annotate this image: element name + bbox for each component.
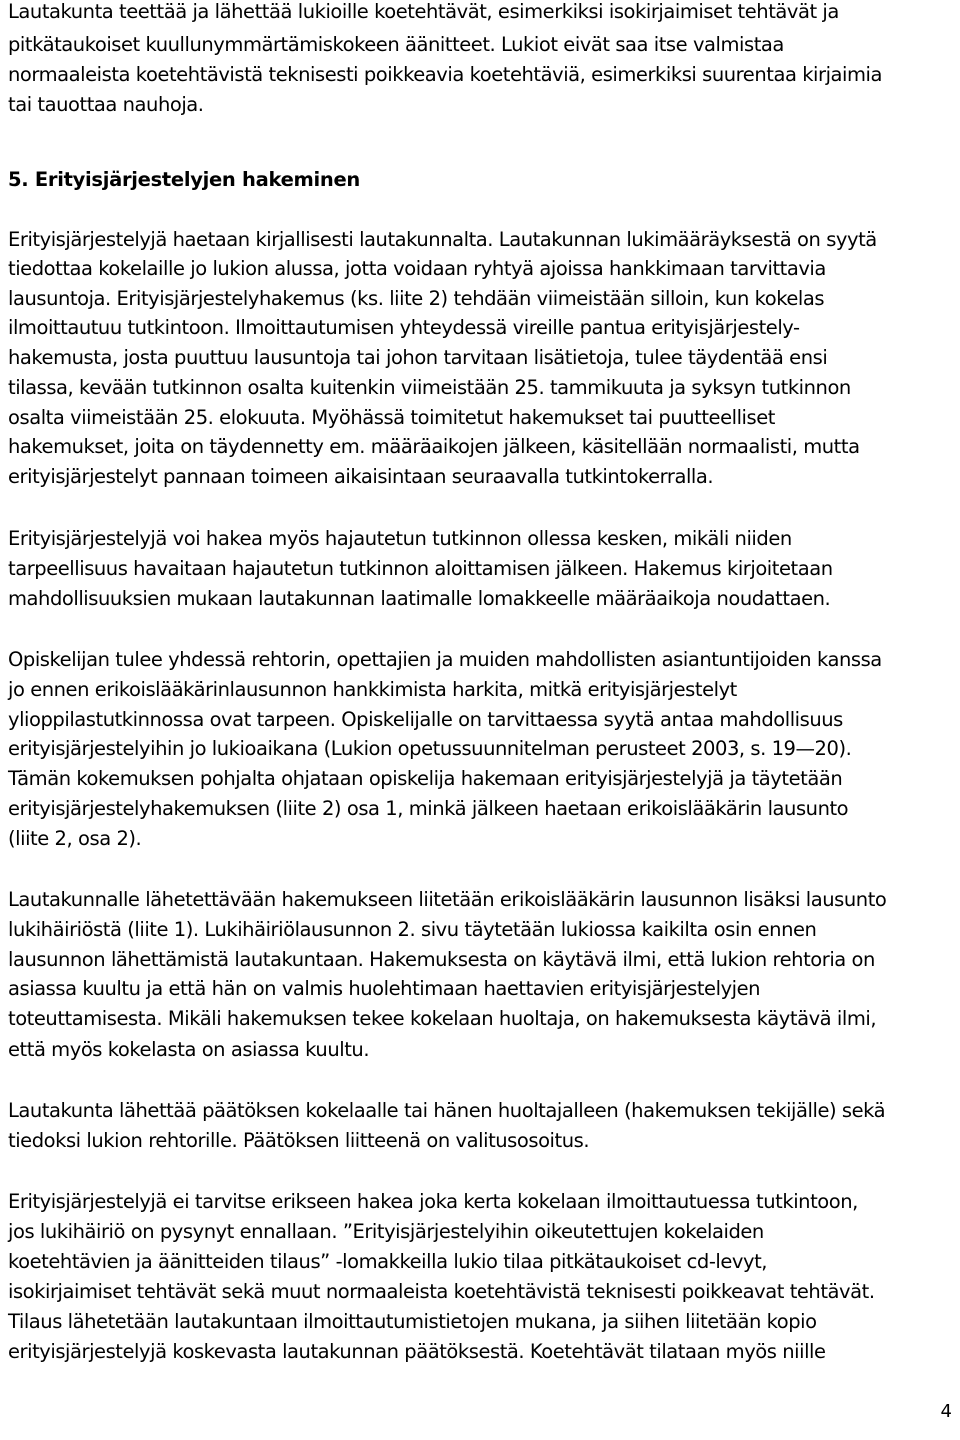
text-line: erityisjärjestelyt pannaan toimeen aikaisintaan seuraavalla tutkintokerralla. — [8, 465, 714, 488]
text-line: lukihäiriöstä (liite 1). Lukihäiriölausunnon 2. sivu täytetään lukiossa kaikilta osin ennen — [8, 918, 817, 941]
text-line: toteuttamisesta. Mikäli hakemuksen tekee kokelaan huoltaja, on hakemuksesta käytävä ilmi, — [8, 1007, 877, 1030]
text-line: Lautakunta lähettää päätöksen kokelaalle tai hänen huoltajalleen (hakemuksen tekijälle) sekä — [8, 1099, 886, 1122]
text-line: normaaleista koetehtävistä teknisesti poikkeavia koetehtäviä, esimerkiksi suurentaa kirjaimia — [8, 63, 883, 86]
text-line: isokirjaimiset tehtävät sekä muut normaaleista koetehtävistä teknisesti poikkeavat tehtävät. — [8, 1280, 875, 1303]
text-line: asiassa kuultu ja että hän on valmis huolehtimaan haettavien erityisjärjestelyjen — [8, 977, 761, 1000]
text-line: jo ennen erikoislääkärinlausunnon hankkimista harkita, mitkä erityisjärjestelyt — [8, 678, 737, 701]
text-line: hakemukset, joita on täydennetty em. määräaikojen jälkeen, käsitellään normaalisti, mutta — [8, 435, 860, 458]
text-line: lausuntoja. Erityisjärjestelyhakemus (ks. liite 2) tehdään viimeistään silloin, kun kokelas — [8, 287, 825, 310]
text-line: hakemusta, josta puuttuu lausuntoja tai johon tarvitaan lisätietoja, tulee täydentää ensi — [8, 346, 828, 369]
text-line: erityisjärjestelyhakemuksen (liite 2) osa 1, minkä jälkeen haetaan erikoislääkärin lausunto — [8, 797, 849, 820]
text-line: ilmoittautuu tutkintoon. Ilmoittautumisen yhteydessä vireille pantua erityisjärjestely- — [8, 316, 800, 339]
text-line: tiedoksi lukion rehtorille. Päätöksen liitteenä on valitusosoitus. — [8, 1129, 590, 1152]
text-line: että myös kokelasta on asiassa kuultu. — [8, 1038, 370, 1061]
text-line: osalta viimeistään 25. elokuuta. Myöhässä toimitetut hakemukset tai puutteelliset — [8, 406, 775, 429]
text-line: koetehtävien ja äänitteiden tilaus” -lomakkeilla lukio tilaa pitkätaukoiset cd-levyt, — [8, 1250, 768, 1273]
text-line: Tilaus lähetetään lautakuntaan ilmoittautumistietojen mukana, ja siihen liitetään kopio — [8, 1310, 817, 1333]
text-line: Lautakunta teettää ja lähettää lukioille koetehtävät, esimerkiksi isokirjaimiset tehtävät ja — [8, 0, 839, 23]
text-line: pitkätaukoiset kuullunymmärtämiskokeen äänitteet. Lukiot eivät saa itse valmistaa — [8, 33, 784, 56]
text-line: ylioppilastutkinnossa ovat tarpeen. Opiskelijalle on tarvittaessa syytä antaa mahdollisuus — [8, 708, 843, 731]
text-line: Erityisjärjestelyjä ei tarvitse erikseen hakea joka kerta kokelaan ilmoittautuessa tutkintoon, — [8, 1190, 858, 1213]
text-line: Lautakunnalle lähetettävään hakemukseen liitetään erikoislääkärin lausunnon lisäksi lausunto — [8, 888, 887, 911]
text-line: Erityisjärjestelyjä voi hakea myös hajautetun tutkinnon ollessa kesken, mikäli niiden — [8, 527, 792, 550]
text-line: Opiskelijan tulee yhdessä rehtorin, opettajien ja muiden mahdollisten asiantuntijoiden kanssa — [8, 648, 882, 671]
section-heading: 5. Erityisjärjestelyjen hakeminen — [8, 168, 361, 191]
text-line: mahdollisuuksien mukaan lautakunnan laatimalle lomakkeelle määräaikoja noudattaen. — [8, 587, 831, 610]
text-line: erityisjärjestelyjä koskevasta lautakunnan päätöksestä. Koetehtävät tilataan myös niille — [8, 1340, 826, 1363]
text-line: tai tauottaa nauhoja. — [8, 93, 204, 116]
text-line: tiedottaa kokelaille jo lukion alussa, jotta voidaan ryhtyä ajoissa hankkimaan tarvittavia — [8, 257, 826, 280]
text-line: erityisjärjestelyihin jo lukioaikana (Lukion opetussuunnitelman perusteet 2003, s. 19—20). — [8, 737, 852, 760]
text-line: tarpeellisuus havaitaan hajautetun tutkinnon aloittamisen jälkeen. Hakemus kirjoitetaan — [8, 557, 833, 580]
text-line: lausunnon lähettämistä lautakuntaan. Hakemuksesta on käytävä ilmi, että lukion rehtoria on — [8, 948, 875, 971]
text-line: tilassa, kevään tutkinnon osalta kuitenkin viimeistään 25. tammikuuta ja syksyn tutkinnon — [8, 376, 851, 399]
page-number: 4 — [940, 1401, 952, 1422]
text-line: Tämän kokemuksen pohjalta ohjataan opiskelija hakemaan erityisjärjestelyjä ja täytetään — [8, 767, 843, 790]
text-line: Erityisjärjestelyjä haetaan kirjallisesti lautakunnalta. Lautakunnan lukimääräyksestä on syytä — [8, 228, 877, 251]
text-line: jos lukihäiriö on pysynyt ennallaan. ”Erityisjärjestelyihin oikeutettujen kokelaiden — [8, 1220, 764, 1243]
text-line: (liite 2, osa 2). — [8, 827, 142, 850]
